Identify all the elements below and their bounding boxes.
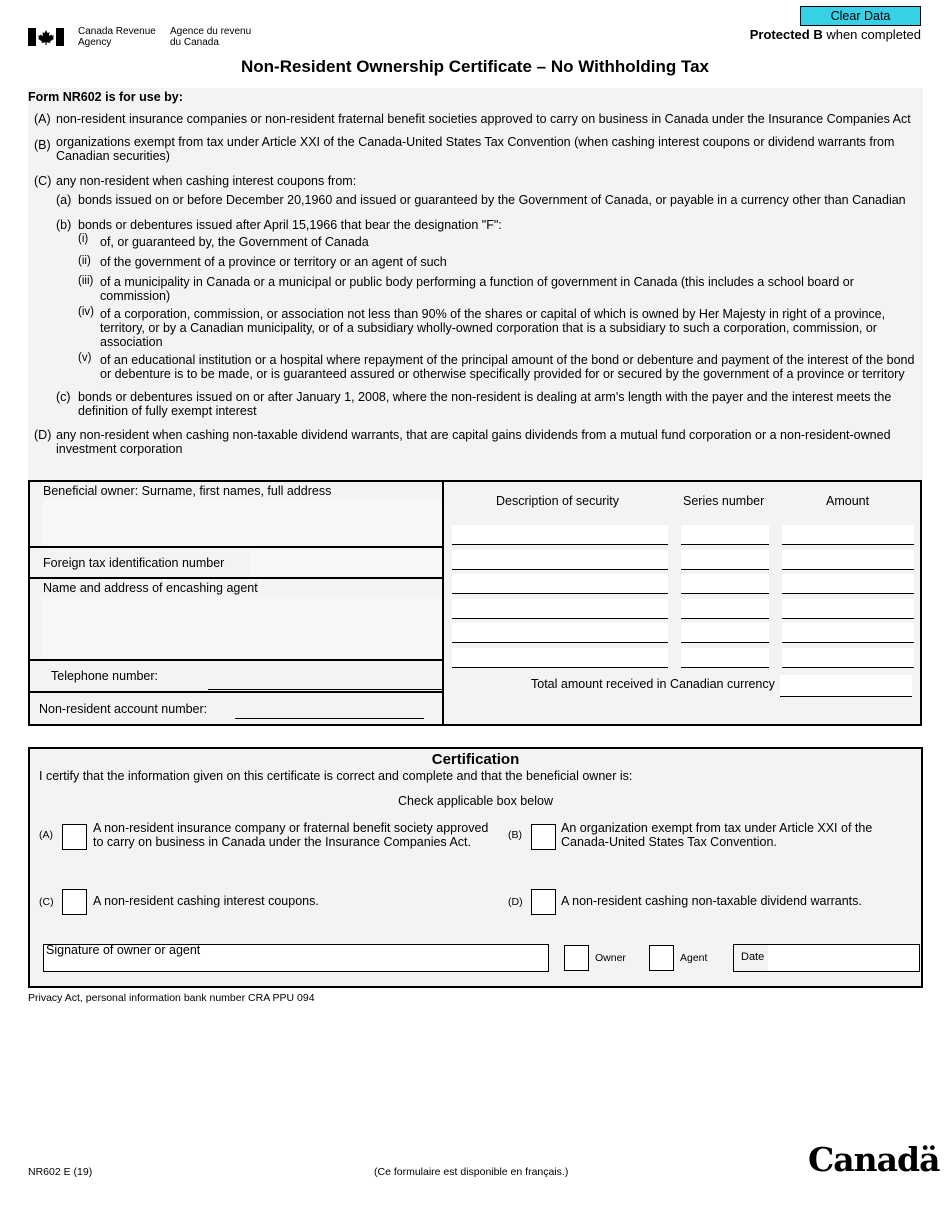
- agent-label: Agent: [680, 952, 708, 964]
- option-b-checkbox[interactable]: [531, 824, 556, 850]
- foreign-tax-id-label: Foreign tax identification number: [43, 556, 225, 570]
- instruction-item-c: any non-resident when cashing interest coupons from:: [56, 174, 357, 188]
- agency-name-fr: Agence du revenu du Canada: [170, 26, 252, 48]
- instruction-item-c-b-ii: of the government of a province or territory or an agent of such: [100, 255, 447, 269]
- instruction-item-c-b-iv: of a corporation, commission, or association not less than 90% of the shares or capital of which is owned by Her Majesty in right of a province, territory, or by a Canadian municipality, or of a subsidiary wholly-owned corporation that is a subsidiary to such a corporation, commission, or association: [100, 307, 886, 349]
- option-b-label: (B): [508, 829, 522, 841]
- total-amount-field[interactable]: [780, 675, 912, 697]
- total-amount-label: Total amount received in Canadian currency: [531, 677, 775, 691]
- protected-b-notice: Protected B when completed: [749, 27, 921, 42]
- security-amount-field[interactable]: [782, 550, 914, 570]
- instruction-item-c-b-v: of an educational institution or a hospital where repayment of the principal amount of the bond or debenture and payment of the interest of the bond or debenture is to be made, or is guaranteed assured or otherwise specifically provided for or secured by the government of a province or territory: [100, 353, 915, 381]
- item-label: (C): [34, 174, 52, 188]
- instruction-item-b: organizations exempt from tax under Article XXI of the Canada-United States Tax Convention (when cashing interest coupons or dividend warrants from Canadian securities): [56, 135, 895, 163]
- certification-statement: I certify that the information given on this certificate is correct and complete and that the beneficial owner is:: [39, 769, 633, 783]
- security-amount-field[interactable]: [782, 623, 914, 643]
- instruction-item-c-b: bonds or debentures issued after April 15,1966 that bear the designation "F":: [78, 218, 502, 232]
- divider: [30, 577, 444, 579]
- item-label: (b): [56, 218, 72, 232]
- item-label: (v): [78, 352, 92, 364]
- date-field[interactable]: [733, 944, 920, 972]
- security-series-field[interactable]: [681, 648, 769, 668]
- encashing-agent-field[interactable]: [43, 597, 442, 658]
- col-header-amount: Amount: [826, 494, 870, 508]
- beneficial-owner-field[interactable]: [43, 500, 442, 546]
- option-d-text: A non-resident cashing non-taxable dividend warrants.: [561, 894, 862, 908]
- beneficial-owner-label: Beneficial owner: Surname, first names, full address: [43, 484, 332, 498]
- french-availability-note: (Ce formulaire est disponible en français.): [374, 1166, 569, 1178]
- item-label: (B): [34, 138, 51, 152]
- security-description-field[interactable]: [452, 623, 668, 643]
- security-description-field[interactable]: [452, 599, 668, 619]
- security-amount-field[interactable]: [782, 648, 914, 668]
- divider: [30, 546, 444, 548]
- instruction-item-c-a: bonds issued on or before December 20,1960 and issued or guaranteed by the Government of Canada, or payable in a currency other than Canadian: [78, 193, 906, 207]
- item-label: (i): [78, 233, 89, 245]
- owner-label: Owner: [595, 952, 626, 964]
- security-amount-field[interactable]: [782, 599, 914, 619]
- certification-title: Certification: [431, 751, 520, 768]
- item-label: (a): [56, 193, 72, 207]
- option-d-label: (D): [508, 896, 523, 908]
- form-number: NR602 E (19): [28, 1166, 93, 1178]
- owner-info-panel: [30, 482, 444, 724]
- instruction-item-a: non-resident insurance companies or non-resident fraternal benefit societies approved to carry on business in Canada under the Insurance Companies Act: [56, 112, 911, 126]
- option-b-text: An organization exempt from tax under Article XXI of the Canada-United States Tax Convention.: [561, 821, 873, 849]
- col-header-description: Description of security: [496, 494, 619, 508]
- signature-label: Signature of owner or agent: [46, 943, 201, 957]
- security-series-field[interactable]: [681, 525, 769, 545]
- clear-data-button[interactable]: Clear Data: [800, 6, 921, 26]
- telephone-label: Telephone number:: [51, 669, 159, 683]
- canada-flag-icon: [28, 28, 64, 46]
- check-instruction: Check applicable box below: [398, 794, 553, 808]
- option-a-label: (A): [39, 829, 53, 841]
- encashing-agent-label: Name and address of encashing agent: [43, 581, 258, 595]
- option-c-text: A non-resident cashing interest coupons.: [93, 894, 319, 908]
- option-c-checkbox[interactable]: [62, 889, 87, 915]
- date-label: Date: [734, 945, 768, 971]
- item-label: (iv): [78, 306, 94, 318]
- instruction-item-c-b-i: of, or guaranteed by, the Government of Canada: [100, 235, 369, 249]
- security-amount-field[interactable]: [782, 574, 914, 594]
- security-amount-field[interactable]: [782, 525, 914, 545]
- security-description-field[interactable]: [452, 648, 668, 668]
- account-number-field[interactable]: [235, 702, 424, 719]
- divider: [30, 691, 444, 693]
- item-label: (iii): [78, 275, 94, 287]
- item-label: (ii): [78, 255, 91, 267]
- certification-section: [28, 747, 923, 988]
- col-header-series: Series number: [683, 494, 765, 508]
- instruction-item-c-c: bonds or debentures issued on or after January 1, 2008, where the non-resident is dealing at arm's length with the payer and the interest meets the definition of fully exempt interest: [78, 390, 892, 418]
- agency-name-en: Canada Revenue Agency: [78, 26, 156, 48]
- option-a-text: A non-resident insurance company or fraternal benefit society approved to carry on business in Canada under the Insurance Companies Act.: [93, 821, 489, 849]
- option-d-checkbox[interactable]: [531, 889, 556, 915]
- security-description-field[interactable]: [452, 550, 668, 570]
- telephone-field[interactable]: [208, 663, 442, 690]
- divider: [30, 659, 444, 661]
- security-series-field[interactable]: [681, 623, 769, 643]
- owner-securities-section: [28, 480, 922, 726]
- instructions-panel: [28, 88, 923, 480]
- owner-checkbox[interactable]: [564, 945, 589, 971]
- form-title: Non-Resident Ownership Certificate – No Withholding Tax: [240, 57, 709, 76]
- instructions-heading: Form NR602 is for use by:: [28, 90, 183, 104]
- instruction-item-c-b-iii: of a municipality in Canada or a municipal or public body performing a function of government in Canada (this includes a school board or commission): [100, 275, 854, 303]
- item-label: (c): [56, 390, 71, 404]
- item-label: (D): [34, 428, 52, 442]
- canada-wordmark: Canadä: [808, 1140, 940, 1179]
- option-c-label: (C): [39, 896, 54, 908]
- foreign-tax-id-field[interactable]: [250, 549, 442, 576]
- item-label: (A): [34, 112, 51, 126]
- privacy-notice: Privacy Act, personal information bank number CRA PPU 094: [28, 992, 315, 1004]
- security-description-field[interactable]: [452, 574, 668, 594]
- security-description-field[interactable]: [452, 525, 668, 545]
- agent-checkbox[interactable]: [649, 945, 674, 971]
- government-signature: [28, 26, 268, 50]
- security-series-field[interactable]: [681, 550, 769, 570]
- option-a-checkbox[interactable]: [62, 824, 87, 850]
- instruction-item-d: any non-resident when cashing non-taxable dividend warrants, that are capital gains dividends from a mutual fund corporation or a non-resident-owned investment corporation: [56, 428, 891, 456]
- signature-field[interactable]: [43, 944, 549, 972]
- account-number-label: Non-resident account number:: [39, 702, 208, 716]
- security-series-field[interactable]: [681, 599, 769, 619]
- security-series-field[interactable]: [681, 574, 769, 594]
